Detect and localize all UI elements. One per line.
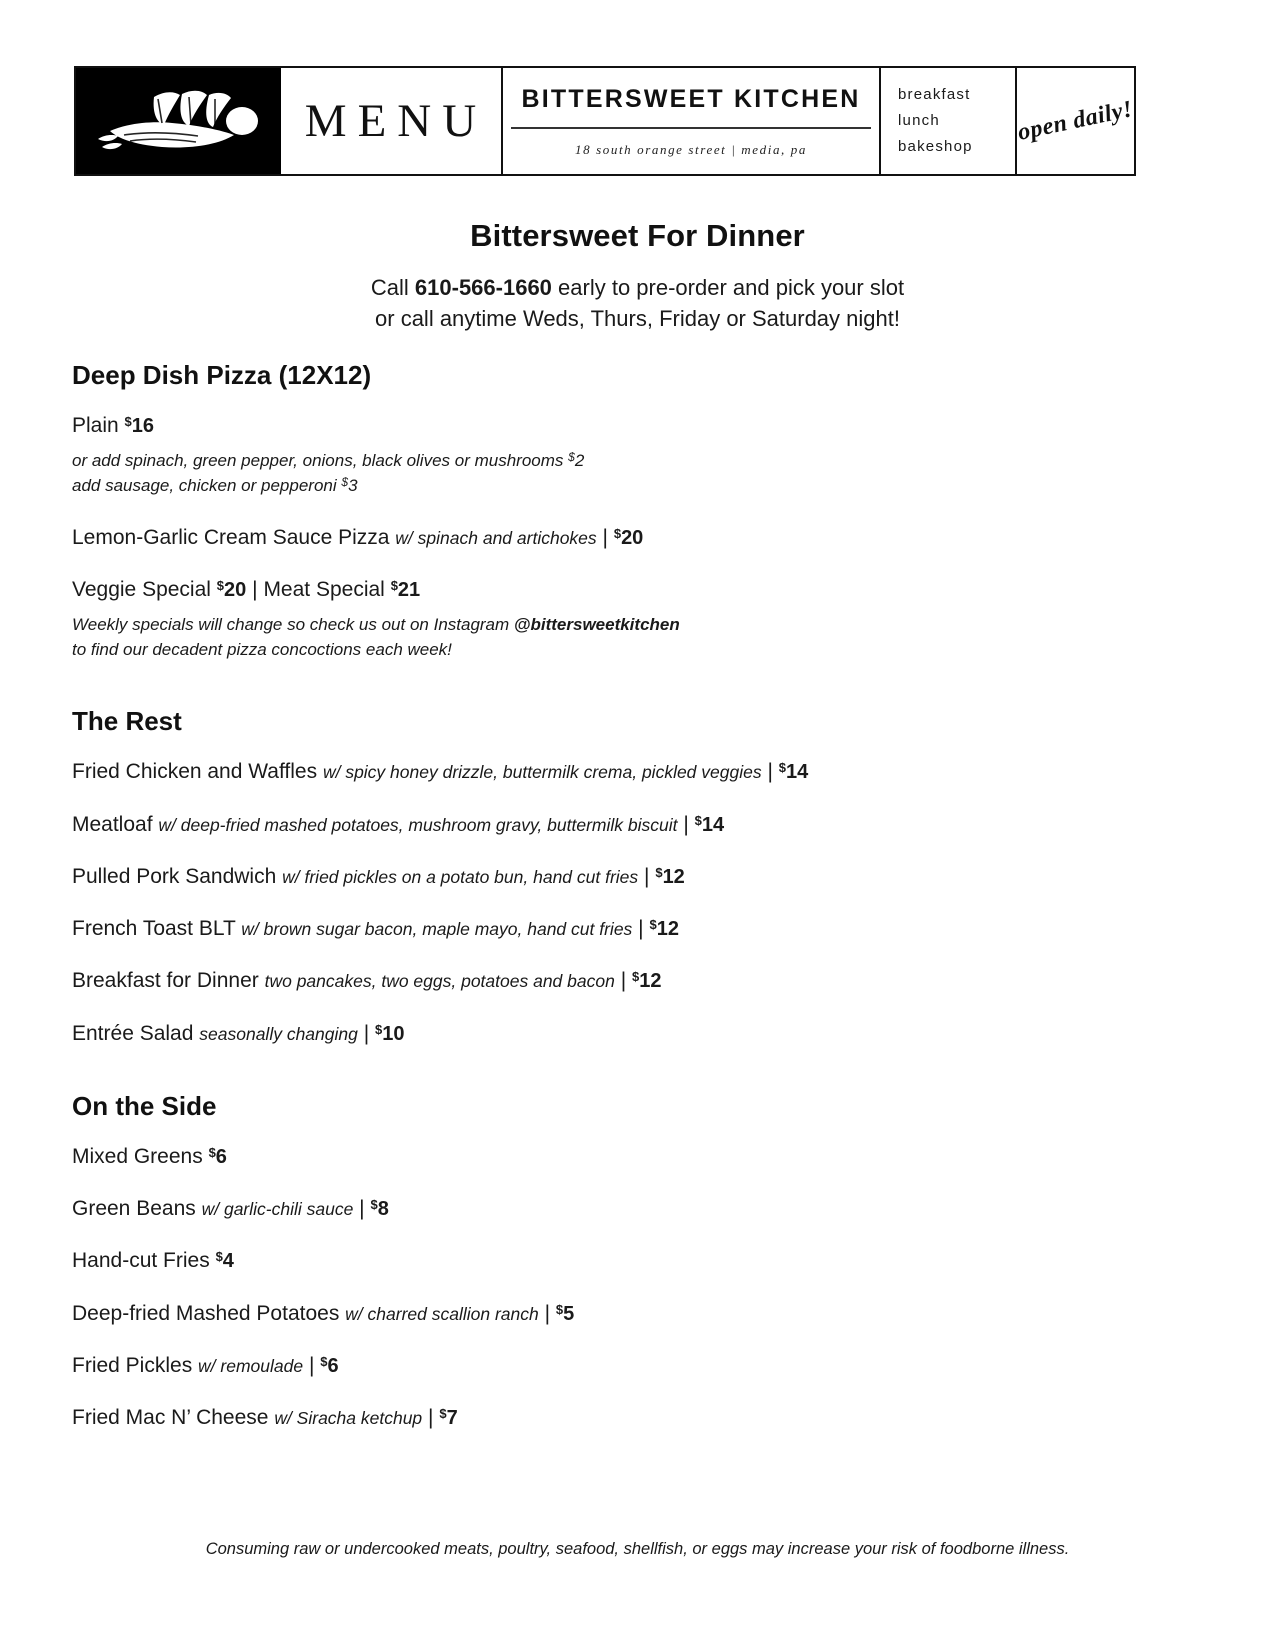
item-name: Mixed Greens	[72, 1144, 203, 1168]
foodborne-illness-disclaimer: Consuming raw or undercooked meats, poultry, seafood, shellfish, or eggs may increase your risk of foodborne illness.	[205, 1540, 1070, 1558]
call-line-2: or call anytime Weds, Thurs, Friday or Saturday night!	[375, 306, 900, 332]
add-on-price-2: 3	[348, 475, 358, 495]
call-suffix: early to pre-order and pick your slot	[551, 275, 905, 300]
currency-symbol: $	[208, 1144, 216, 1160]
menu-item	[72, 1248, 1172, 1274]
price-value: 14	[701, 813, 725, 836]
item-separator: |	[428, 1406, 434, 1430]
item-separator: |	[683, 812, 689, 836]
menu-item	[72, 759, 1172, 785]
currency-symbol: $	[555, 1301, 564, 1317]
menu-item	[72, 812, 1172, 838]
item-name: Fried Pickles	[72, 1353, 193, 1377]
item-description: seasonally changing	[199, 1023, 358, 1044]
instagram-note	[72, 613, 1172, 662]
item-description: w/ deep-fried mashed potatoes, mushroom gravy, buttermilk biscuit	[158, 814, 678, 835]
price-value: 7	[446, 1407, 458, 1430]
add-on-line-1	[72, 449, 1172, 474]
item-price	[655, 866, 684, 888]
brand-cell	[503, 68, 881, 174]
veggie-special-label: Veggie Special	[72, 577, 211, 601]
item-description: w/ fried pickles on a potato bun, hand cut fries	[282, 866, 639, 887]
section-on-the-side	[72, 1091, 1172, 1432]
currency-symbol: $	[632, 969, 640, 985]
menu-item	[72, 1353, 1172, 1379]
price-value: 14	[786, 761, 809, 784]
item-name: Hand-cut Fries	[72, 1249, 210, 1273]
specials-separator: |	[252, 577, 258, 601]
menu-item	[72, 1405, 1172, 1431]
services-cell	[881, 68, 1017, 174]
item-name: Entrée Salad	[72, 1021, 194, 1045]
price-value: 8	[377, 1198, 389, 1221]
menu-item	[72, 525, 1172, 551]
item-price	[695, 814, 724, 836]
currency-symbol: $	[439, 1406, 447, 1422]
price-value: 20	[224, 578, 247, 601]
currency-symbol: $	[216, 577, 225, 593]
add-on-currency-2: $	[341, 474, 349, 489]
meat-special-label: Meat Special	[263, 577, 385, 601]
price-value: 10	[382, 1022, 405, 1045]
item-separator: |	[544, 1301, 551, 1325]
menu-item	[72, 1144, 1172, 1170]
page-title: Bittersweet For Dinner	[470, 218, 805, 253]
item-description: w/ garlic-chili sauce	[201, 1199, 354, 1220]
menu-item	[72, 1021, 1172, 1047]
item-price	[649, 918, 678, 940]
add-on-line-2	[72, 474, 1172, 499]
item-description: w/ Siracha ketchup	[274, 1408, 423, 1429]
price-value: 4	[222, 1250, 234, 1273]
item-name: French Toast BLT	[72, 917, 236, 941]
currency-symbol: $	[215, 1249, 223, 1265]
currency-symbol: $	[390, 577, 398, 593]
price-value: 6	[327, 1354, 339, 1377]
menu-word: MENU	[304, 95, 488, 147]
item-price	[125, 415, 154, 437]
price-value: 16	[131, 415, 155, 437]
item-description: two pancakes, two eggs, potatoes and bacon	[264, 971, 615, 992]
currency-symbol: $	[694, 812, 702, 828]
header-banner	[74, 66, 1136, 176]
currency-symbol: $	[649, 917, 657, 933]
instagram-line-1	[72, 613, 1172, 638]
item-separator: |	[363, 1021, 370, 1045]
item-description: w/ remoulade	[198, 1355, 304, 1376]
brand-name: BITTERSWEET KITCHEN	[521, 84, 861, 113]
open-daily-text: open daily!	[1015, 95, 1136, 146]
instagram-handle: @bittersweetkitchen	[513, 615, 680, 635]
menu-word-cell	[281, 68, 503, 174]
section-deep-dish-pizza	[72, 360, 1172, 662]
item-name: Meatloaf	[72, 812, 153, 836]
call-prefix: Call	[370, 275, 415, 300]
item-price	[632, 970, 661, 992]
item-description: w/ spicy honey drizzle, buttermilk crema, pickled veggies	[322, 762, 762, 783]
weekly-specials-line	[72, 577, 1172, 603]
item-price	[209, 1146, 227, 1168]
pizza-add-ons-note	[72, 449, 1172, 498]
price-value: 5	[563, 1302, 575, 1325]
call-to-order-block	[0, 272, 1275, 334]
logo-cell	[76, 68, 281, 174]
item-separator: |	[308, 1353, 315, 1377]
item-name: Lemon-Garlic Cream Sauce Pizza	[72, 525, 390, 549]
price-value: 6	[215, 1145, 227, 1168]
price-value: 12	[662, 865, 685, 888]
item-separator: |	[602, 525, 608, 549]
item-separator: |	[644, 864, 650, 888]
feather-quill-icon	[94, 85, 264, 157]
item-separator: |	[620, 969, 627, 993]
section-heading: The Rest	[72, 706, 182, 737]
price-value: 21	[397, 578, 421, 601]
menu-item	[72, 864, 1172, 890]
item-price	[216, 1250, 234, 1272]
item-name: Pulled Pork Sandwich	[72, 864, 277, 888]
currency-symbol: $	[655, 864, 663, 880]
service-lunch: lunch	[898, 112, 940, 130]
item-description: w/ brown sugar bacon, maple mayo, hand cut fries	[241, 919, 633, 940]
currency-symbol: $	[778, 760, 786, 776]
add-on-text-2: add sausage, chicken or pepperoni	[72, 475, 337, 495]
item-name: Fried Chicken and Waffles	[72, 760, 318, 784]
item-price	[614, 527, 643, 549]
item-name: Breakfast for Dinner	[72, 969, 259, 993]
item-description: w/ charred scallion ranch	[345, 1303, 539, 1324]
item-price	[556, 1303, 574, 1325]
meat-special-price	[391, 579, 420, 601]
add-on-text-1: or add spinach, green pepper, onions, black olives or mushrooms	[72, 451, 564, 471]
brand-address: 18 south orange street | media, pa	[575, 141, 807, 157]
service-bakeshop: bakeshop	[898, 137, 973, 155]
item-price	[320, 1355, 338, 1377]
add-on-price-1: 2	[574, 451, 585, 471]
menu-item	[72, 968, 1172, 994]
service-breakfast: breakfast	[898, 86, 971, 104]
menu-content	[72, 360, 1172, 1457]
currency-symbol: $	[320, 1353, 328, 1369]
section-heading: On the Side	[72, 1090, 217, 1121]
item-description: w/ spinach and artichokes	[395, 527, 597, 548]
currency-symbol: $	[370, 1197, 378, 1213]
price-value: 12	[639, 970, 662, 993]
item-name: Plain	[72, 414, 119, 437]
item-price	[370, 1198, 388, 1220]
item-name: Fried Mac N’ Cheese	[72, 1406, 269, 1430]
item-name: Green Beans	[72, 1197, 196, 1221]
veggie-special-price	[217, 579, 246, 601]
price-value: 12	[656, 918, 679, 941]
item-separator: |	[638, 917, 644, 941]
phone-number: 610-566-1660	[414, 275, 552, 300]
item-name: Deep-fried Mashed Potatoes	[72, 1301, 340, 1325]
item-price	[779, 761, 808, 783]
section-heading: Deep Dish Pizza (12X12)	[72, 360, 372, 390]
price-value: 20	[621, 526, 644, 549]
add-on-currency-1: $	[568, 450, 575, 465]
instagram-line-2: to find our decadent pizza concoctions each week!	[72, 639, 452, 659]
item-separator: |	[359, 1197, 365, 1221]
instagram-text: Weekly specials will change so check us out on Instagram	[72, 615, 514, 635]
menu-item	[72, 916, 1172, 942]
section-the-rest	[72, 706, 1172, 1047]
open-daily-cell	[1017, 68, 1134, 174]
menu-item	[72, 413, 1172, 439]
currency-symbol: $	[375, 1021, 383, 1037]
menu-item	[72, 1196, 1172, 1222]
item-separator: |	[767, 760, 773, 784]
call-line-1	[0, 272, 1275, 303]
item-price	[375, 1023, 404, 1045]
menu-item	[72, 1301, 1172, 1327]
currency-symbol: $	[124, 414, 132, 429]
item-price	[439, 1407, 457, 1429]
currency-symbol: $	[613, 525, 622, 541]
